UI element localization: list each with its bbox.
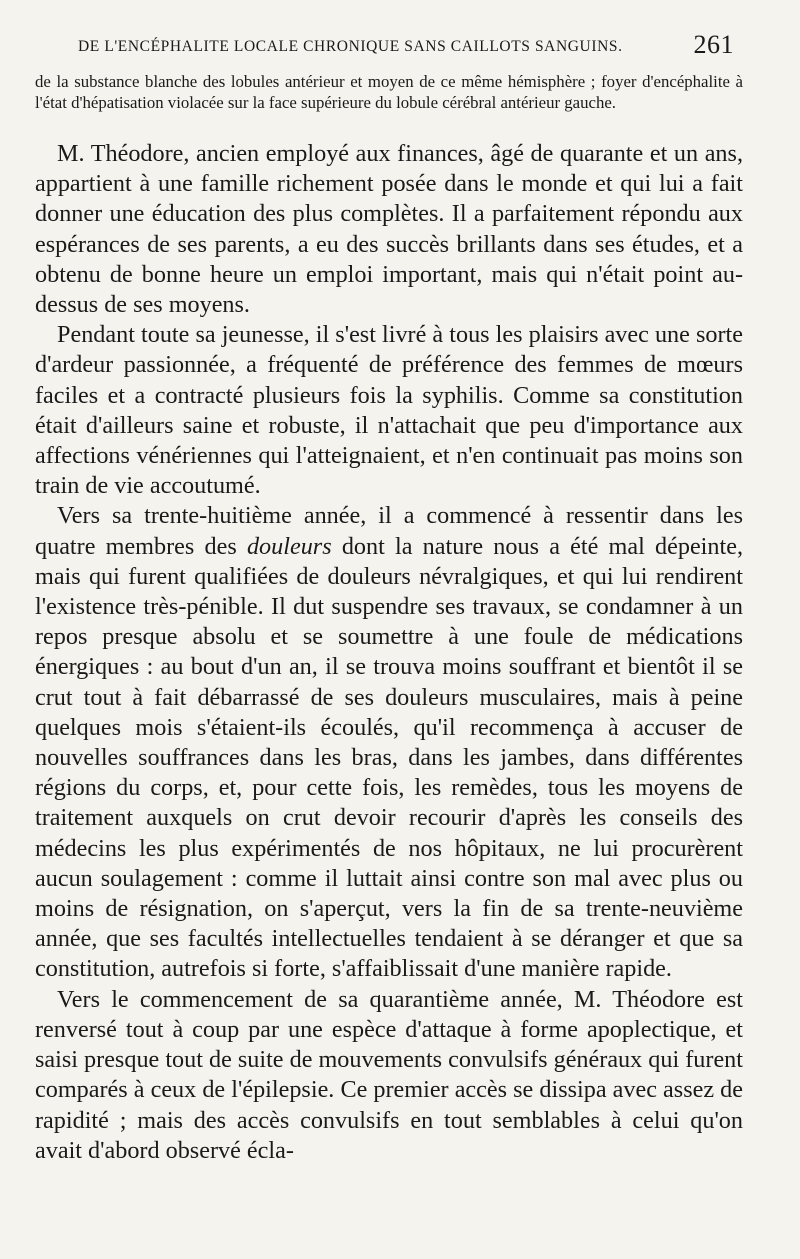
page-content xyxy=(35,72,743,1166)
paragraph-4: Vers le commencement de sa quarantième année, M. Théodore est renversé tout à coup par une espèce d'attaque à forme apoplectique, et saisi presque tout de suite de mouvements convulsifs généraux qui furent comparés à ceux de l'épilepsie. Ce premier accès se dissipa avec assez de rapidité ; mais des accès convulsifs en tout semblables à celui qu'on avait d'abord observé écla- xyxy=(35,985,743,1164)
paragraph-3-part-2: dont la nature nous a été mal dépeinte, mais qui furent qualifiées de douleurs névralgiques, et qui lui rendirent l'existence très-pénible. Il dut suspendre ses travaux, se condamner à un repos presque absolu et se soumettre à une foule de médications énergiques : au bout d'un an, il se trouva moins souffrant et bientôt il se crut tout à fait débarrassé de ses douleurs musculaires, mais à peine quelques mois s'étaient-ils écoulés, qu'il recommença à accuser de nouvelles souffrances dans les bras, dans les jambes, dans différentes régions du corps, et, pour cette fois, les remèdes, tous les moyens de traitement auxquels on crut devoir recourir d'après les conseils des médecins les plus expérimentés de nos hôpitaux, ne lui procurèrent aucun soulagement : comme il luttait ainsi contre son mal avec plus ou moins de résignation, on s'aperçut, vers la fin de sa trente-neuvième année, que ses facultés intellectuelles tendaient à se déranger et que sa constitution, autrefois si forte, s'affaiblissait d'une manière rapide. xyxy=(35,532,743,983)
paragraph-3-part-1: Vers sa trente-huitième année, il a commencé à ressentir dans les quatre membres des xyxy=(35,502,743,560)
paragraph-2: Pendant toute sa jeunesse, il s'est livré à tous les plaisirs avec une sorte d'ardeur passionnée, a fréquenté de préférence des femmes de mœurs faciles et a contracté plusieurs fois la syphilis. Comme sa constitution était d'ailleurs saine et robuste, il n'attachait que peu d'importance aux affections vénériennes qui l'atteignaient, et n'en continuait pas moins son train de vie accoutumé. xyxy=(35,321,743,500)
footnote: de la substance blanche des lobules antérieur et moyen de ce même hémisphère ; foyer d'encéphalite à l'état d'hépatisation violacée sur la face supérieure du lobule cérébral antérieur gauche. xyxy=(35,72,743,112)
paragraph-3 xyxy=(35,501,743,984)
page-number: 261 xyxy=(693,30,734,59)
body-text xyxy=(35,139,743,1166)
page-header xyxy=(60,30,740,60)
paragraph-1: M. Théodore, ancien employé aux finances, âgé de quarante et un ans, appartient à une famille richement posée dans le monde et qui lui a fait donner une éducation des plus complètes. Il a parfaitement répondu aux espérances de ses parents, a eu des succès brillants dans ses études, et a obtenu de bonne heure un emploi important, mais qui n'était point au-dessus de ses moyens. xyxy=(35,140,743,319)
running-head: DE L'ENCÉPHALITE LOCALE CHRONIQUE SANS CAILLOTS SANGUINS. xyxy=(78,38,623,55)
emphasized-word: douleurs xyxy=(246,532,332,560)
